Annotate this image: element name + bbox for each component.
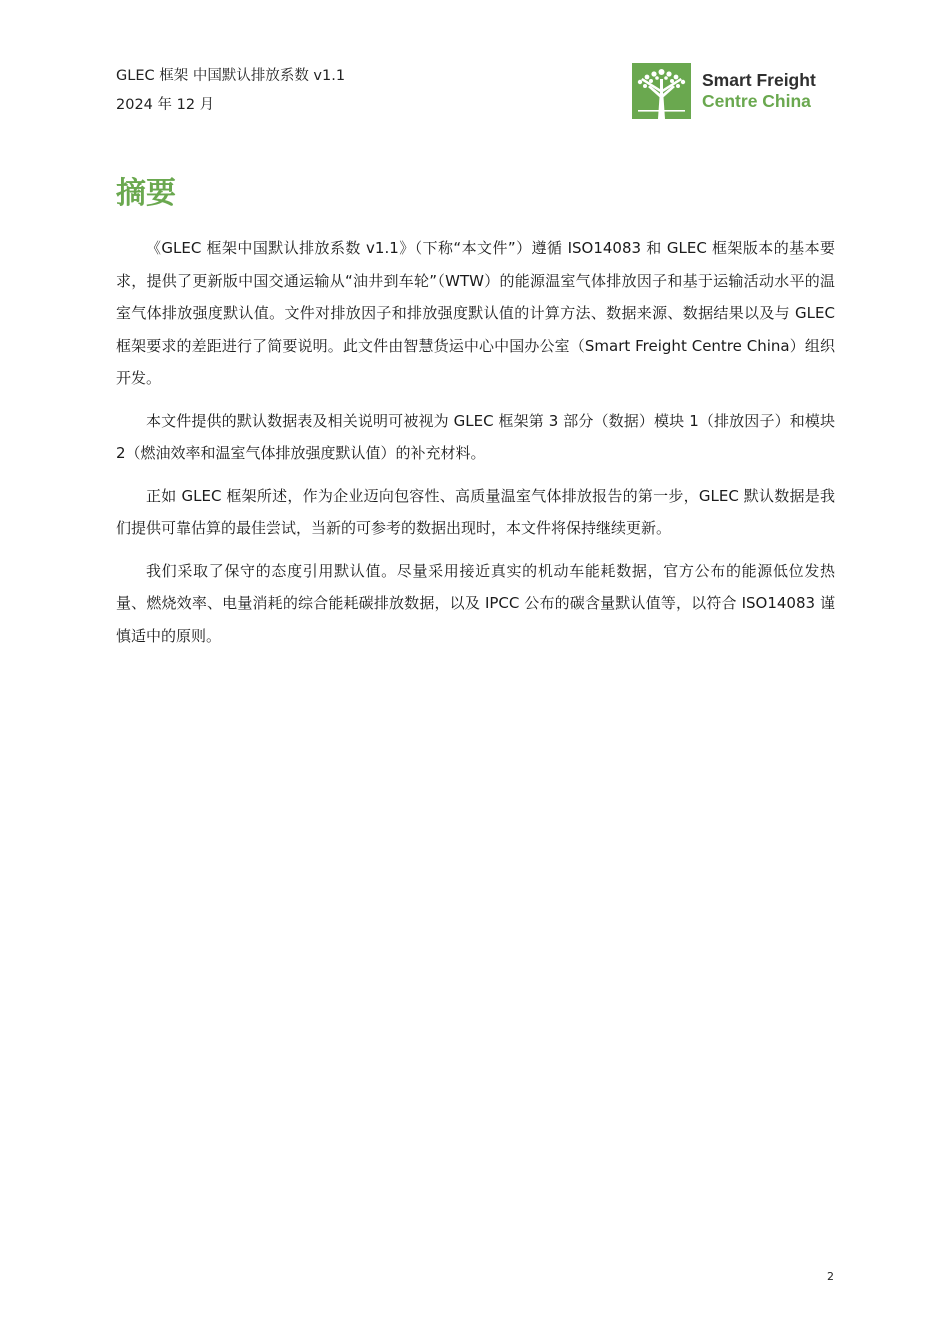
tree-logo-icon	[632, 63, 691, 119]
abstract-paragraph-1: 《GLEC 框架中国默认排放系数 v1.1》（下称“本文件”）遵循 ISO14083 和 GLEC 框架版本的基本要求，提供了更新版中国交通运输从“油井到车轮”（WTW）的能源温室气体排放因子和基于运输活动水平的温室气体排放强度默认值。文件对排放因子和排放强度默认值的计算方法、数据来源、数据结果以及与 GLEC 框架要求的差距进行了简要说明。此文件由智慧货运中心中国办公室（Smart Freight Centre China）组织开发。	[116, 239, 835, 387]
abstract-paragraph-4: 我们采取了保守的态度引用默认值。尽量采用接近真实的机动车能耗数据，官方公布的能源低位发热量、燃烧效率、电量消耗的综合能耗碳排放数据，以及 IPCC 公布的碳含量默认值等，以符合 ISO14083 谨慎适中的原则。	[116, 561, 835, 645]
page-number: 2	[827, 1270, 834, 1283]
logo-text	[702, 70, 816, 112]
abstract-paragraph-3: 正如 GLEC 框架所述，作为企业迈向包容性、高质量温室气体排放报告的第一步，GLEC 默认数据是我们提供可靠估算的最佳尝试，当新的可参考的数据出现时，本文件将保持继续更新。	[116, 486, 835, 537]
document-date: 2024 年 12 月	[116, 97, 215, 113]
abstract-paragraph-2: 本文件提供的默认数据表及相关说明可被视为 GLEC 框架第 3 部分（数据）模块 1（排放因子）和模块 2（燃油效率和温室气体排放强度默认值）的补充材料。	[116, 411, 835, 462]
company-logo	[632, 63, 816, 119]
document-title: GLEC 框架 中国默认排放系数 v1.1	[116, 68, 346, 84]
logo-line-1: Smart Freight	[702, 70, 816, 90]
logo-line-2: Centre China	[702, 91, 811, 111]
abstract-body	[116, 232, 835, 662]
section-title: 摘要	[116, 176, 176, 211]
document-header	[116, 62, 345, 120]
